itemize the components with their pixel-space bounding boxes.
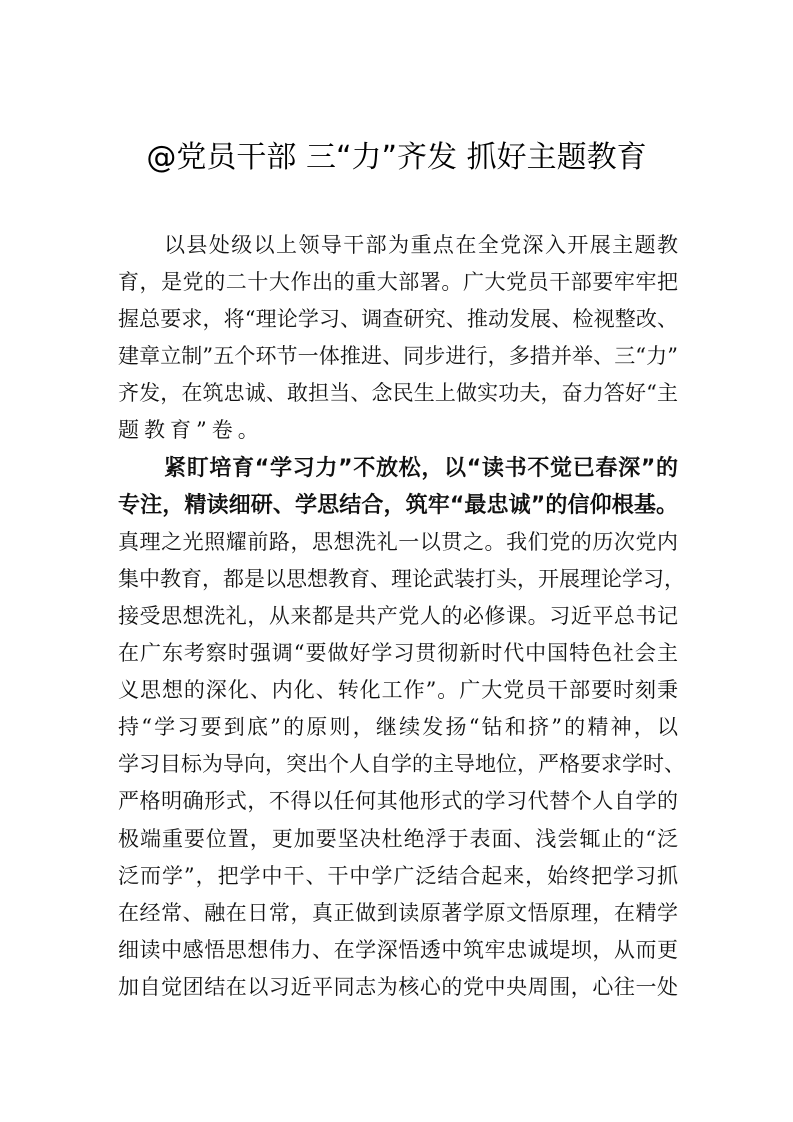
text-line: 以县处级以上领导干部为重点在全党深入开展主题教 (164, 233, 678, 257)
paragraph-study (118, 450, 685, 1006)
text-line: 在经常、融在日常，真正做到读原著学原文悟原理，在精学 (118, 900, 678, 925)
section-heading-line: 专注，精读细研、学思结合，筑牢“最忠诚”的信仰根基。 (118, 492, 678, 518)
text-line: 加自觉团结在以习近平同志为核心的党中央周围，心往一处 (118, 974, 678, 999)
text-line: 学习目标为导向，突出个人自学的主导地位，严格要求学时、 (118, 752, 685, 777)
text-line: 接受思想洗礼，从来都是共产党人的必修课。习近平总书记 (118, 603, 678, 628)
document-title: @党员干部 三“力”齐发 抓好主题教育 (146, 140, 647, 175)
text-line: 义思想的深化、内化、转化工作”。广大党员干部要时刻秉 (118, 678, 678, 703)
text-line: 在广东考察时强调“要做好学习贯彻新时代中国特色社会主 (118, 641, 678, 666)
text-line: 极端重要位置，更加要坚决杜绝浮于表面、浅尝辄止的“泛 (118, 826, 678, 851)
text-line: 细读中感悟思想伟力、在学深悟透中筑牢忠诚堤坝，从而更 (118, 937, 678, 962)
text-line: 齐发，在筑忠诚、敢担当、念民生上做实功夫，奋力答好“主 (118, 381, 678, 406)
text-line: 真理之光照耀前路，思想洗礼一以贯之。我们党的历次党内 (118, 529, 678, 554)
text-line: 严格明确形式，不得以任何其他形式的学习代替个人自学的 (118, 789, 678, 814)
text-line: 持“学习要到底”的原则，继续发扬“钻和挤”的精神，以 (118, 715, 678, 740)
text-line: 育，是党的二十大作出的重大部署。广大党员干部要牢牢把 (118, 270, 678, 295)
text-line: 建章立制”五个环节一体推进、同步进行，多措并举、三“力” (118, 344, 678, 369)
text-line: 泛而学”，把学中干、干中学广泛结合起来，始终把学习抓 (118, 863, 678, 888)
text-line: 题教育”卷。 (118, 418, 264, 443)
section-heading-line: 紧盯培育“学习力”不放松，以“读书不觉已春深”的 (164, 455, 678, 481)
text-line: 集中教育，都是以思想教育、理论武装打头，开展理论学习， (118, 566, 685, 591)
document-body (118, 227, 685, 1006)
paragraph-intro (118, 227, 678, 450)
text-line: 握总要求，将“理论学习、调查研究、推动发展、检视整改、 (118, 307, 678, 332)
